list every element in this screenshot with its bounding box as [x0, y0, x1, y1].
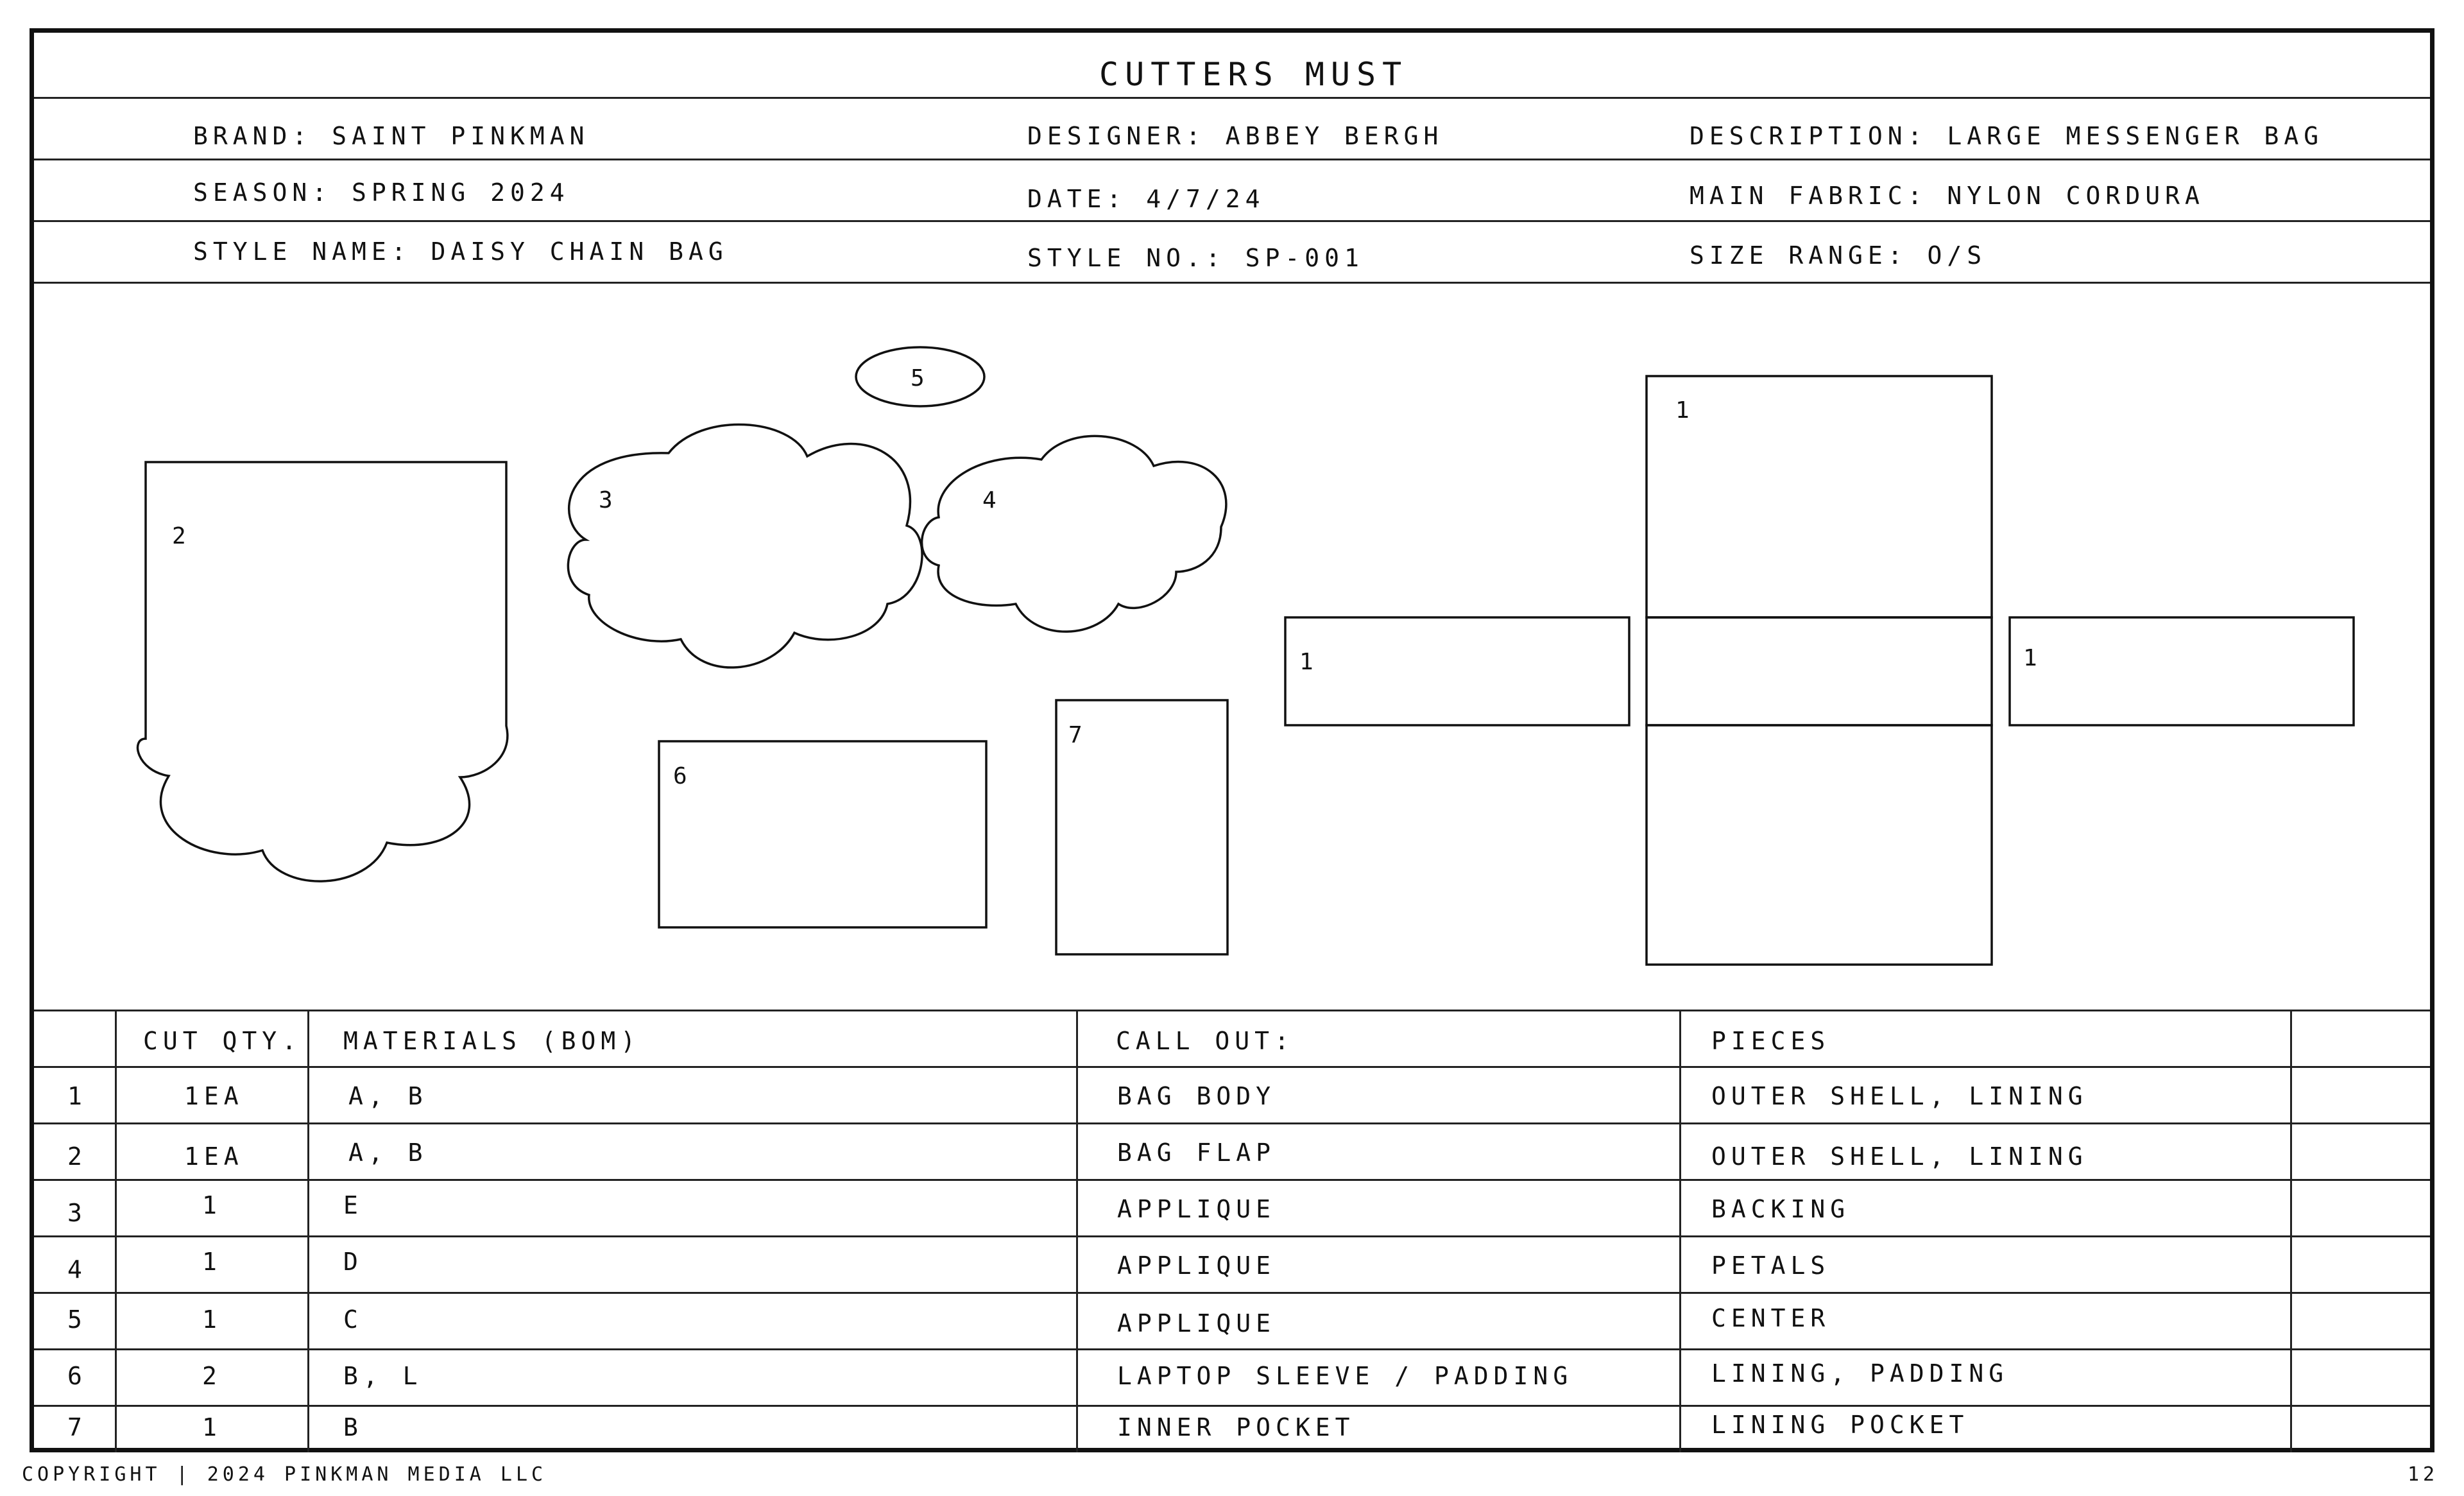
cut-qty-cell: 1 [202, 1191, 222, 1219]
row-divider [34, 1405, 2430, 1407]
description-field: DESCRIPTION: LARGE MESSENGER BAG [1690, 122, 2324, 150]
piece-2-bag-flap [138, 462, 508, 881]
piece-1-body-top [1647, 376, 1992, 617]
row-number: 5 [67, 1305, 87, 1334]
callout-cell: BAG FLAP [1117, 1139, 1276, 1167]
piece-label: 1 [1675, 397, 1690, 424]
materials-cell: E [343, 1191, 363, 1219]
piece-1-body-left [1285, 617, 1629, 725]
size-range-field: SIZE RANGE: O/S [1690, 241, 1987, 270]
table-top-border [34, 1010, 2430, 1011]
piece-6-laptop-sleeve [659, 741, 986, 927]
designer-field: DESIGNER: ABBEY BERGH [1027, 122, 1444, 150]
row-number: 7 [67, 1413, 87, 1441]
callout-cell: INNER POCKET [1117, 1413, 1355, 1441]
cutters-must-sheet [30, 28, 2434, 1452]
pieces-cell: PETALS [1711, 1251, 1831, 1280]
pieces-cell: LINING, PADDING [1711, 1359, 2009, 1388]
col-header-pieces: PIECES [1711, 1027, 1831, 1055]
page-number: 12 [2408, 1463, 2439, 1486]
pieces-cell: BACKING [1711, 1195, 1851, 1223]
col-divider [1679, 1010, 1681, 1452]
pattern-pieces-diagram [34, 33, 2430, 1008]
materials-cell: C [343, 1305, 363, 1334]
materials-cell: A, B [348, 1139, 428, 1167]
row-divider [34, 1348, 2430, 1350]
piece-label: 1 [1299, 649, 1313, 675]
cut-qty-cell: 1EA [184, 1142, 244, 1171]
cut-qty-cell: 1EA [184, 1082, 244, 1110]
piece-1-body-right [2010, 617, 2354, 725]
col-header-materials: MATERIALS (BOM) [343, 1027, 641, 1055]
piece-label: 6 [673, 763, 687, 789]
row-number: 1 [67, 1082, 87, 1110]
piece-label: 1 [2023, 645, 2037, 671]
col-divider [1076, 1010, 1078, 1452]
callout-cell: LAPTOP SLEEVE / PADDING [1117, 1362, 1573, 1390]
pieces-cell: CENTER [1711, 1304, 1831, 1332]
cut-qty-cell: 1 [202, 1413, 222, 1441]
piece-1-body-middle [1647, 617, 1992, 725]
col-header-cut-qty: CUT QTY. [143, 1027, 302, 1055]
piece-label: 2 [172, 523, 186, 549]
row-number: 3 [67, 1199, 87, 1227]
piece-4-petals [922, 436, 1226, 632]
materials-cell: A, B [348, 1082, 428, 1110]
col-header-call-out: CALL OUT: [1116, 1027, 1294, 1055]
callout-cell: APPLIQUE [1117, 1309, 1276, 1337]
piece-label: 3 [599, 487, 613, 513]
row-divider [34, 1122, 2430, 1124]
copyright-text: COPYRIGHT | 2024 PINKMAN MEDIA LLC [22, 1463, 547, 1486]
pieces-cell: OUTER SHELL, LINING [1711, 1142, 2088, 1171]
callout-cell: APPLIQUE [1117, 1251, 1276, 1280]
col-divider [307, 1010, 309, 1452]
row-number: 2 [67, 1142, 87, 1171]
date-field: DATE: 4/7/24 [1027, 185, 1265, 213]
materials-cell: D [343, 1248, 363, 1276]
page-title: CUTTERS MUST [1099, 56, 1408, 93]
row-divider [34, 1292, 2430, 1294]
cut-qty-cell: 1 [202, 1248, 222, 1276]
row-divider [34, 1235, 2430, 1237]
style-no-field: STYLE NO.: SP-001 [1027, 244, 1364, 272]
style-name-field: STYLE NAME: DAISY CHAIN BAG [193, 237, 728, 266]
cut-qty-cell: 1 [202, 1305, 222, 1334]
pieces-cell: LINING POCKET [1711, 1411, 1969, 1439]
piece-3-backing [568, 424, 922, 667]
callout-cell: BAG BODY [1117, 1082, 1276, 1110]
materials-cell: B, L [343, 1362, 423, 1390]
pieces-cell: OUTER SHELL, LINING [1711, 1082, 2088, 1110]
piece-label: 4 [982, 487, 997, 513]
season-field: SEASON: SPRING 2024 [193, 178, 570, 207]
piece-1-body-bottom [1647, 725, 1992, 965]
materials-cell: B [343, 1413, 363, 1441]
callout-cell: APPLIQUE [1117, 1195, 1276, 1223]
brand-field: BRAND: SAINT PINKMAN [193, 122, 590, 150]
col-divider [2290, 1010, 2292, 1452]
row-divider [34, 1179, 2430, 1181]
cut-qty-cell: 2 [202, 1362, 222, 1390]
row-divider [34, 1066, 2430, 1068]
main-fabric-field: MAIN FABRIC: NYLON CORDURA [1690, 182, 2205, 210]
col-divider [115, 1010, 117, 1452]
row-number: 4 [67, 1255, 87, 1284]
piece-label: 5 [911, 365, 925, 391]
row-number: 6 [67, 1362, 87, 1390]
cut-table [34, 1010, 2430, 1452]
piece-label: 7 [1068, 722, 1082, 748]
